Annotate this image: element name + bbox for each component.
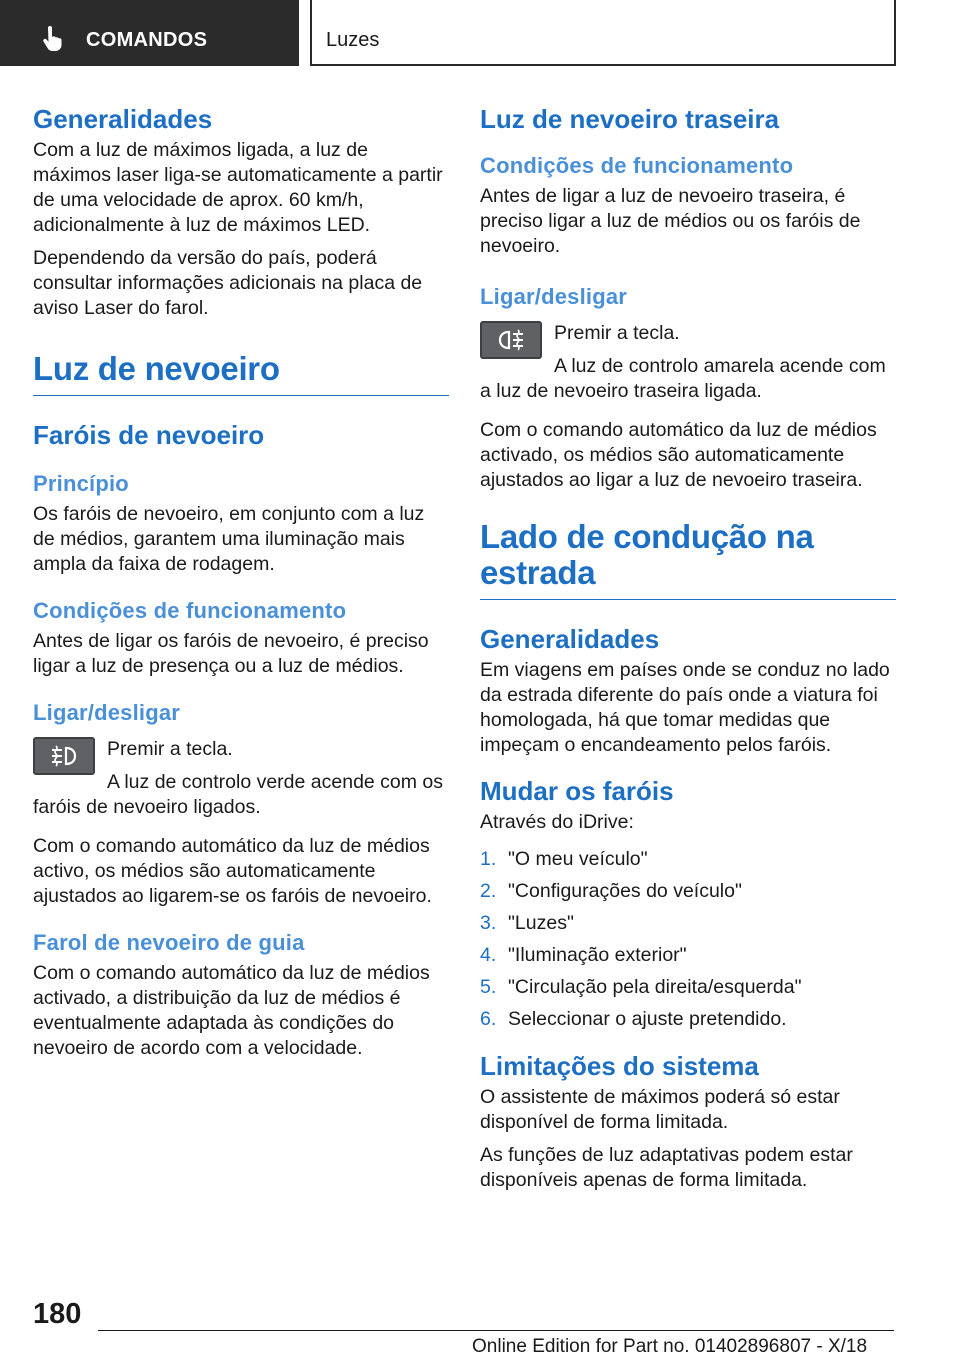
key-indicator-text-traseira: A luz de controlo amarela acende com a luz de nevoeiro traseira ligada. (480, 355, 886, 402)
page-number: 180 (33, 1298, 82, 1330)
paragraph-condicoes-traseira: Antes de ligar a luz de nevoeiro traseira, é preciso ligar a luz de médios ou os faróis de nevoeiro. (480, 185, 861, 257)
heading-luz-nevoeiro-traseira: Luz de nevoeiro traseira (480, 104, 780, 134)
heading-mudar-farois: Mudar os faróis (480, 776, 674, 806)
rear-fog-light-icon (493, 328, 529, 352)
paragraph-condicoes: Antes de ligar os faróis de nevoeiro, é preciso ligar a luz de presença ou a luz de médios. (33, 630, 429, 677)
paragraph-laser: Com a luz de máximos ligada, a luz de máximos laser liga-se automaticamente a partir de uma velocidade de aprox. 60 km/h, adicionalmente à luz de máximos LED. (33, 139, 443, 236)
hand-pointer-icon (40, 26, 64, 52)
section-tab (310, 0, 896, 66)
right-column (480, 100, 896, 1193)
heading-generalidades-lado: Generalidades (480, 624, 660, 654)
key-instruction: Premir a tecla. (107, 738, 233, 760)
heading-limitacoes: Limitações do sistema (480, 1051, 759, 1081)
list-item: 6. Seleccionar o ajuste pretendido. (480, 1008, 787, 1030)
heading-ligar-desligar: Ligar/desligar (33, 700, 181, 725)
list-item: 2. "Configurações do veículo" (480, 880, 742, 902)
list-item: 5. "Circulação pela direita/esquerda" (480, 976, 802, 998)
paragraph-limitacoes-1: O assistente de máximos poderá só estar disponível de forma limitada. (480, 1086, 840, 1133)
heading-farois-de-nevoeiro: Faróis de nevoeiro (33, 420, 265, 450)
paragraph-country: Dependendo da versão do país, poderá consultar informações adicionais na placa de aviso Laser do farol. (33, 247, 423, 319)
footer-edition: Online Edition for Part no. 01402896807 - X/18 (472, 1336, 868, 1357)
paragraph-farol-guia: Com o comando automático da luz de médios activado, a distribuição da luz de médios é eventualmente adaptada às condições do nevoeiro de acordo com a velocidade. (33, 962, 430, 1059)
front-fog-light-button[interactable] (33, 737, 95, 775)
heading-condicoes-traseira: Condições de funcionamento (480, 153, 794, 178)
paragraph-auto-traseira: Com o comando automático da luz de médios activado, os médios são automaticamente ajustados ao ligar a luz de nevoeiro traseira. (480, 419, 877, 491)
heading-farol-guia: Farol de nevoeiro de guia (33, 930, 305, 955)
front-fog-light-icon (46, 744, 82, 768)
paragraph-limitacoes-2: As funções de luz adaptativas podem estar disponíveis apenas de forma limitada. (480, 1144, 853, 1191)
heading-ligar-desligar-traseira: Ligar/desligar (480, 284, 628, 309)
paragraph-mudar: Através do iDrive: (480, 811, 634, 833)
heading-generalidades: Generalidades (33, 104, 213, 134)
key-instruction-traseira: Premir a tecla. (554, 322, 680, 344)
left-column (33, 100, 449, 1061)
paragraph-auto-medios: Com o comando automático da luz de médios activo, os médios são automaticamente ajustados ao ligarem-se os faróis de nevoeiro. (33, 835, 432, 907)
heading-condicoes: Condições de funcionamento (33, 598, 347, 623)
key-indicator-text: A luz de controlo verde acende com os faróis de nevoeiro ligados. (33, 771, 444, 818)
section-rule-right (480, 599, 896, 600)
section-title: Luzes (326, 29, 380, 51)
chapter-tab (0, 0, 299, 66)
paragraph-generalidades-lado: Em viagens em países onde se conduz no lado da estrada diferente do país onde a viatura foi homologada, há que tomar medidas que impeçam o encandeamento pelos faróis. (480, 659, 890, 756)
section-rule (33, 395, 449, 396)
rear-fog-key-row (480, 321, 896, 404)
list-item: 1. "O meu veículo" (480, 848, 648, 870)
list-item: 4. "Iluminação exterior" (480, 944, 687, 966)
chapter-title: COMANDOS (86, 29, 208, 51)
paragraph-principio: Os faróis de nevoeiro, em conjunto com a luz de médios, garantem uma iluminação mais ampla da faixa de rodagem. (33, 503, 425, 575)
front-fog-key-row (33, 737, 449, 820)
rear-fog-light-button[interactable] (480, 321, 542, 359)
heading-principio: Princípio (33, 471, 129, 496)
list-item: 3. "Luzes" (480, 912, 574, 934)
footer-rule (98, 1330, 894, 1331)
steps-list (480, 843, 896, 1035)
heading-lado-de-conducao: Lado de condução na estrada (480, 518, 814, 591)
heading-luz-de-nevoeiro: Luz de nevoeiro (33, 350, 280, 387)
